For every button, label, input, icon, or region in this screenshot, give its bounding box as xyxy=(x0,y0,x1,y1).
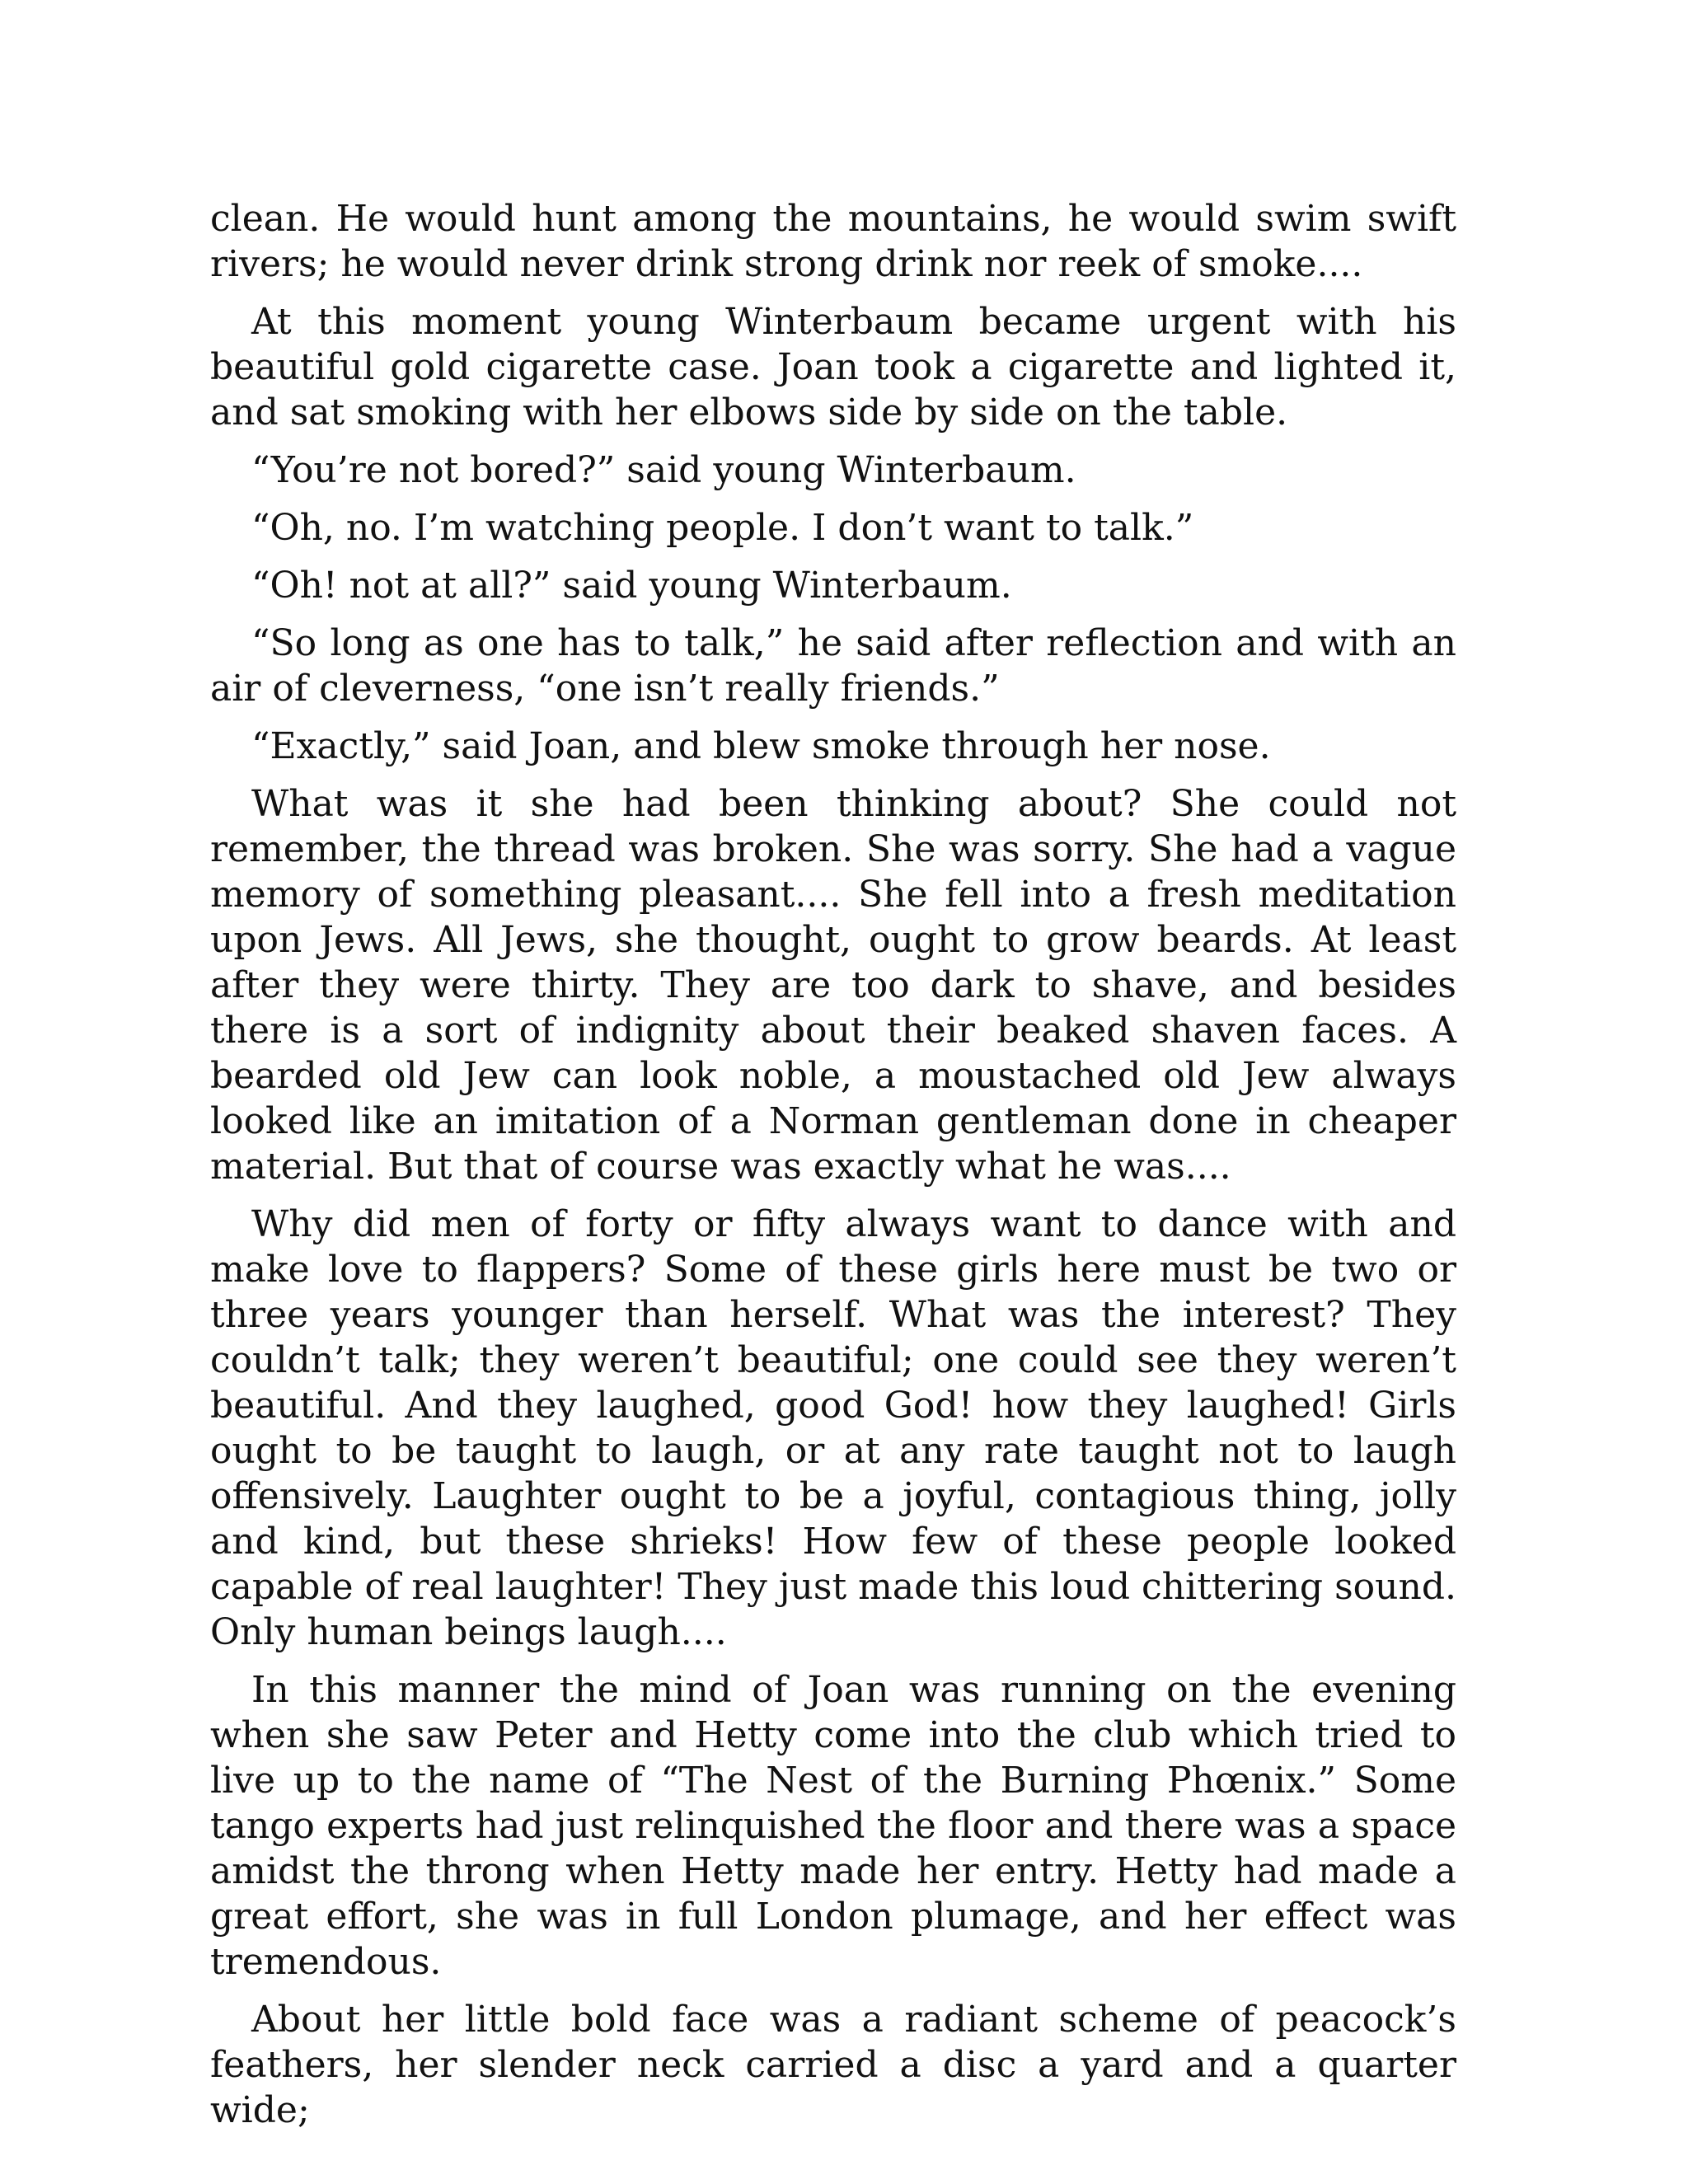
paragraph-peacock-feathers: About her little bold face was a radiant scheme of peacock’s feathers, her slender neck carried a disc a yard and a quarter wide; xyxy=(210,1999,1456,2131)
paragraph-cigarette-case: At this moment young Winterbaum became urgent with his beautiful gold cigarette case. Joan took a cigarette and lighted it, and sat smoking with her elbows side by side on the table. xyxy=(210,301,1456,434)
dialogue-friends: “So long as one has to talk,” he said after reflection and with an air of cleverness, “one isn’t really friends.” xyxy=(210,622,1456,710)
paragraph-flappers: Why did men of forty or fifty always want to dance with and make love to flappers? Some of these girls here must be two or three years younger than herself. What was the interest? They couldn’t talk; they weren’t beautiful; one could see they weren’t beautiful. And they laughed, good God! how they laughed! Girls ought to be taught to laugh, or at any rate taught not to laugh offensively. Laughter ought to be a joyful, contagious thing, jolly and kind, but these shrieks! How few of these people looked capable of real laughter! They just made this loud chittering sound. Only human beings laugh.... xyxy=(210,1203,1456,1653)
dialogue-not-at-all: “Oh! not at all?” said young Winterbaum. xyxy=(251,565,1012,607)
dialogue-exactly: “Exactly,” said Joan, and blew smoke through her nose. xyxy=(251,725,1271,767)
dialogue-not-bored: “You’re not bored?” said young Winterbaum. xyxy=(251,449,1076,491)
paragraph-hetty-entry: In this manner the mind of Joan was running on the evening when she saw Peter and Hetty come into the club which tried to live up to the name of “The Nest of the Burning Phœnix.” Some tango experts had just relinquished the floor and there was a space amidst the throng when Hetty made her entry. Hetty had made a great effort, she was in full London plumage, and her effect was tremendous. xyxy=(210,1669,1456,1983)
dialogue-watching-people: “Oh, no. I’m watching people. I don’t want to talk.” xyxy=(251,507,1194,549)
paragraph-continued: clean. He would hunt among the mountains, he would swim swift rivers; he would never drink strong drink nor reek of smoke.... xyxy=(210,198,1456,285)
paragraph-meditation: What was it she had been thinking about? She could not remember, the thread was broken. She was sorry. She had a vague memory of something pleasant.... She fell into a fresh meditation upon Jews. All Jews, she thought, ought to grow beards. At least after they were thirty. They are too dark to shave, and besides there is a sort of indignity about their beaked shaven faces. A bearded old Jew can look noble, a moustached old Jew always looked like an imitation of a Norman gentleman done in cheaper material. But that of course was exactly what he was.... xyxy=(210,783,1456,1188)
page-body xyxy=(210,196,1456,2145)
